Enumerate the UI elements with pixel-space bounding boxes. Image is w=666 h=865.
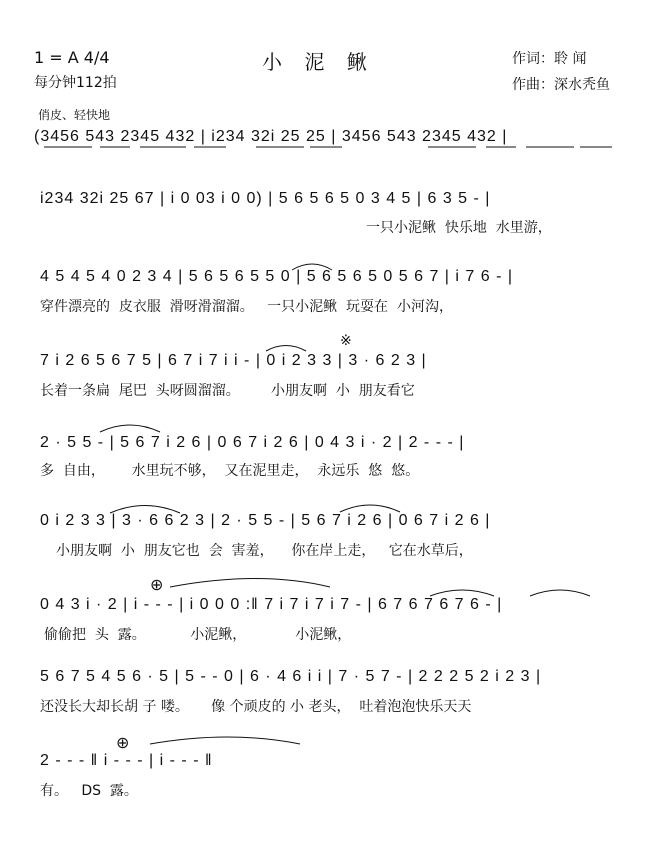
tempo-marking: 每分钟112拍 [34,75,117,91]
coda-symbol: ⊕ [150,575,164,594]
lyrics-row-5: 多 自由， 水里玩不够， 又在泥里走， 永远乐 悠 悠。 [40,463,420,479]
segno-symbol: ※ [340,333,352,349]
lyrics-row-4: 长着一条扁 尾巴 头呀圆溜溜。 小朋友啊 小 朋友看它 [40,383,415,399]
coda-symbol-2: ⊕ [116,733,130,752]
notation-row-2: i234 32i 25 67 | i 0 03 i 0 0) | 5 6 5 6 5 0 3 4 5 | 6 3 5 - | [40,190,491,207]
notation-row-1: (3456 543 2345 432 | i234 32i 25 25 | 3456 543 2345 432 | [34,128,508,145]
key-time-signature: 1 = A 4/4 [34,48,110,67]
lyrics-row-8: 还没长大却长胡 子 喽。 像 个顽皮的 小 老头， 吐着泡泡快乐天天 [40,699,472,715]
lyrics-row-6: 小朋友啊 小 朋友它也 会 害羞， 你在岸上走， 它在水草后， [56,543,473,559]
lyricist-credit: 作词：聆 闻 [512,51,587,67]
composer-credit: 作曲：深水秃鱼 [512,77,610,93]
notation-row-6: 0 i 2 3 3 | 3 · 6 6 2 3 | 2 · 5 5 - | 5 6 7 i 2 6 | 0 6 7 i 2 6 | [40,512,491,529]
lyrics-row-9: 有。 DS 露。 [40,783,138,799]
notation-row-4: 7 i 2 6 5 6 7 5 | 6 7 i 7 i i - | 0 i 2 3 3 | 3 · 6 2 3 | [40,352,427,369]
notation-row-7: 0 4 3 i · 2 | i - - - | i 0 0 0 :‖ 7 i 7 i 7 i 7 - | 6 7 6 7 6 7 6 - | [40,596,503,613]
song-title: 小 泥 鳅 [262,50,375,74]
notation-row-5: 2 · 5 5 - | 5 6 7 i 2 6 | 0 6 7 i 2 6 | 0 4 3 i · 2 | 2 - - - | [40,434,465,451]
notation-row-3: 4 5 4 5 4 0 2 3 4 | 5 6 5 6 5 5 0 | 5 6 5 6 5 0 5 6 7 | i 7 6 - | [40,268,514,285]
notation-row-9: 2 - - - ‖ i - - - | i - - - ‖ [40,752,213,769]
lyrics-row-7: 偷偷把 头 露。 小泥鳅， 小泥鳅， [44,627,352,643]
lyrics-row-2: 一只小泥鳅 快乐地 水里游， [366,220,552,236]
lyrics-row-3: 穿件漂亮的 皮衣服 滑呀滑溜溜。 一只小泥鳅 玩耍在 小河沟， [40,299,453,315]
expression-marking: 俏皮、轻快地 [38,108,111,122]
notation-row-8: 5 6 7 5 4 5 6 · 5 | 5 - - 0 | 6 · 4 6 i i | 7 · 5 7 - | 2 2 2 5 2 i 2 3 | [40,668,542,685]
